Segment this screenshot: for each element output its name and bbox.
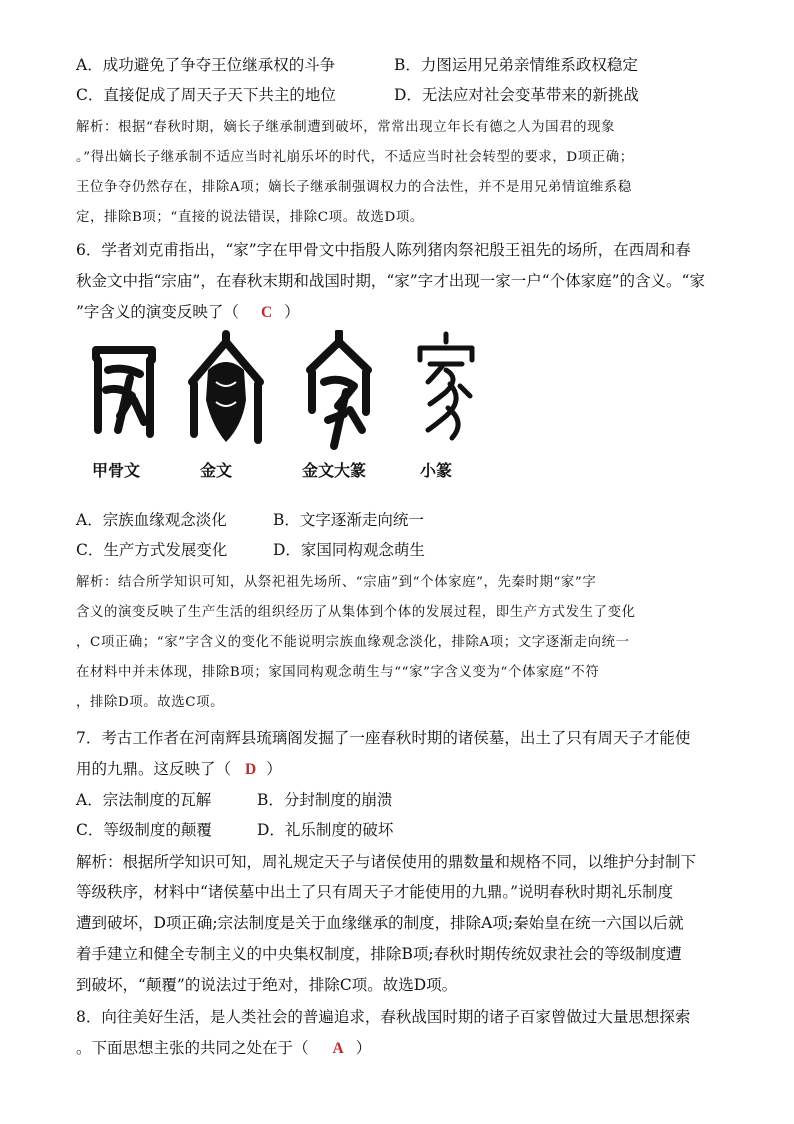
q5-options-row-2	[76, 85, 721, 105]
label-bronze: 金文	[200, 461, 233, 480]
label-small-seal: 小篆	[420, 461, 453, 480]
q7-answer: D	[245, 761, 257, 778]
oracle-bone-jia-glyph	[90, 330, 160, 450]
q6-option-b: B．文字逐渐走向统一	[273, 511, 424, 529]
q5-analysis-line: 解析：根据“春秋时期，嫡长子继承制遭到破坏，常常出现立年长有德之人为国君的现象	[76, 120, 616, 135]
q7-stem-text: 用的九鼎。这反映了（	[76, 760, 232, 778]
bronze-jia-glyph	[186, 330, 266, 460]
q7-option-b: B．分封制度的崩溃	[257, 791, 393, 809]
q6-analysis-line: 在材料中并未体现，排除B项；家国同构观念萌生与““家”字含义变为“个体家庭”不符	[76, 665, 600, 680]
q7-analysis-line: 等级秩序，材料中“诸侯墓中出土了只有周天子才能使用的九鼎。”说明春秋时期礼乐制度	[76, 883, 674, 901]
q6-analysis-line: 含义的演变反映了生产生活的组织经历了从集体到个体的发展过程，即生产方式发生了变化	[76, 605, 636, 620]
small-seal-jia-glyph	[416, 330, 476, 450]
q7-options-row-1	[76, 790, 721, 810]
q7-analysis-line: 着手建立和健全专制主义的中央集权制度，排除B项;春秋时期传统奴隶社会的等级制度遭	[76, 945, 682, 963]
q8-stem-line	[76, 1038, 721, 1059]
q7-analysis-line: 遭到破坏，D项正确;宗法制度是关于血缘继承的制度，排除A项;秦始皇在统一六国以后就	[76, 914, 684, 932]
q6-stem-line: 秋金文中指“宗庙”，在春秋末期和战国时期，“家”字才出现一家一户“个体家庭”的含义。“家	[76, 272, 705, 290]
q8-stem-line: 8．向往美好生活，是人类社会的普遍追求，春秋战国时期的诸子百家曾做过大量思想探索	[76, 1008, 691, 1026]
q6-answer: C	[260, 304, 273, 321]
q7-analysis-line: 解析：根据所学知识可知，周礼规定天子与诸侯使用的鼎数量和规格不同，以维护分封制下	[76, 853, 697, 871]
q5-options-row-1	[76, 55, 721, 75]
jia-script-evolution-figure	[90, 330, 490, 490]
q6-option-a: A．宗族血缘观念淡化	[76, 511, 227, 529]
q6-analysis-line: ，C项正确；“家”字含义的变化不能说明宗族血缘观念淡化，排除A项；文字逐渐走向统一	[76, 635, 630, 650]
q7-stem-line	[76, 759, 721, 780]
q6-options-row-2	[76, 540, 721, 560]
q5-option-c: C．直接促成了周天子天下共主的地位	[76, 86, 336, 104]
q5-analysis-line: 王位争夺仍然存在，排除A项；嫡长子继承制强调权力的合法性，并不是用兄弟情谊维系稳	[76, 180, 632, 195]
bronze-seal-jia-glyph	[304, 330, 374, 460]
q6-options-row-1	[76, 510, 721, 530]
q7-stem-line: 7．考古工作者在河南辉县琉璃阁发掘了一座春秋时期的诸侯墓，出土了只有周天子才能使	[76, 729, 691, 747]
q6-stem-line: 6．学者刘克甫指出，“家”字在甲骨文中指殷人陈列猪肉祭祀殷王祖先的场所，在西周和春	[76, 241, 691, 259]
q7-options-row-2	[76, 820, 721, 840]
q6-analysis-line: ，排除D项。故选C项。	[76, 695, 225, 710]
q7-analysis-line: 到破坏，“颠覆”的说法过于绝对，排除C项。故选D项。	[76, 976, 458, 994]
q6-stem-text: ”字含义的演变反映了（	[76, 303, 239, 321]
q6-stem-line	[76, 302, 721, 323]
label-oracle-bone: 甲骨文	[92, 461, 141, 480]
q8-close-paren: ）	[355, 1039, 372, 1057]
q5-analysis-line: 。”得出嫡长子继承制不适应当时礼崩乐坏的时代，不适应当时社会转型的要求，D项正确；	[76, 150, 634, 165]
q5-option-a: A．成功避免了争夺王位继承权的斗争	[76, 56, 336, 74]
q6-option-d: D．家国同构观念萌生	[273, 541, 425, 559]
q7-close-paren: ）	[266, 760, 282, 778]
q7-option-a: A．宗法制度的瓦解	[76, 791, 212, 809]
q6-option-c: C．生产方式发展变化	[76, 541, 228, 559]
q5-option-b: B．力图运用兄弟亲情维系政权稳定	[394, 56, 638, 74]
q7-option-c: C．等级制度的颠覆	[76, 821, 212, 839]
q5-analysis-line: 定，排除B项；“直接的说法错误，排除C项。故选D项。	[76, 210, 424, 225]
q8-stem-text: 。下面思想主张的共同之处在于（	[76, 1039, 309, 1057]
q8-answer: A	[332, 1040, 344, 1057]
label-bronze-seal: 金文大篆	[302, 461, 367, 480]
q7-option-d: D．礼乐制度的破坏	[257, 821, 394, 839]
q5-option-d: D．无法应对社会变革带来的新挑战	[394, 86, 639, 104]
q6-close-paren: ）	[284, 303, 300, 321]
q6-analysis-line: 解析：结合所学知识可知，从祭祀祖先场所、“宗庙”到“个体家庭”，先秦时期“家”字	[76, 575, 597, 590]
